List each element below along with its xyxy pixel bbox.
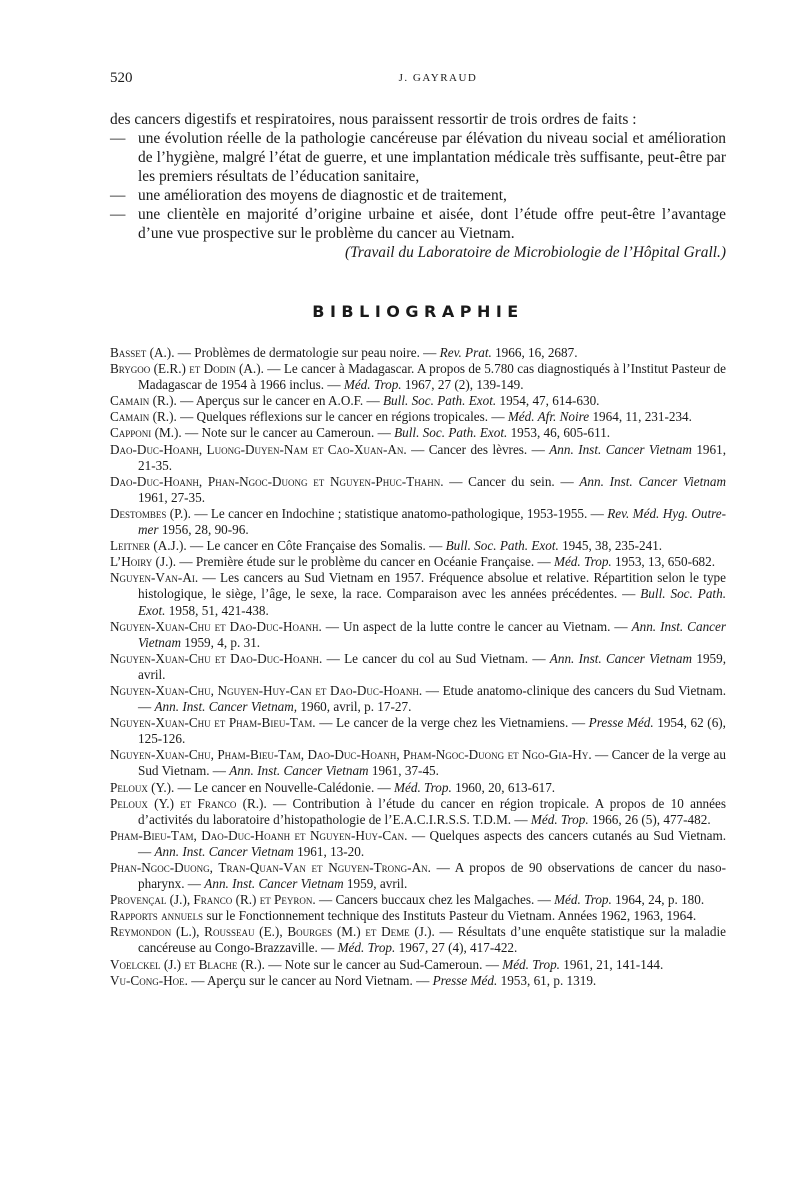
- reference-journal: Méd. Trop.: [554, 892, 612, 908]
- reference-text: — Contribution à l’étude du cancer en région tropicale. A propos de 10 années d’activités du laboratoire d’histopathologie de l’E.A.C.I.R.S.S. T.D.M. —: [138, 795, 726, 827]
- reference-authors: Peloux (Y.) et Franco (R.).: [110, 795, 267, 811]
- reference-journal: Méd. Trop.: [394, 779, 452, 795]
- reference-journal: Ann. Inst. Cancer Vietnam: [154, 843, 294, 859]
- reference-authors: Nguyen-Xuan-Chu et Dao-Duc-Hoanh.: [110, 618, 322, 634]
- reference-authors: Camain (R.).: [110, 393, 177, 409]
- laboratory-credit: (Travail du Laboratoire de Microbiologie de l’Hôpital Grall.): [344, 244, 726, 261]
- reference-details: 1966, 26 (5), 477-482.: [588, 811, 711, 827]
- reference-authors: Nguyen-Xuan-Chu et Dao-Duc-Hoanh.: [110, 650, 323, 666]
- reference-entry: [110, 747, 726, 779]
- page-number: 520: [110, 70, 133, 86]
- finding-item: — une évolution réelle de la pathologie cancéreuse par élévation du niveau social et amélioration de l’hygiène, malgré l’état de guerre, et une implantation médicale très suffisante, peut-être par les premiers résultats de l’éducation sanitaire,: [110, 130, 726, 185]
- reference-details: 1961, 21, 141-144.: [559, 956, 664, 972]
- reference-details: 1959, avril.: [343, 876, 408, 892]
- reference-authors: Reymondon (L.), Rousseau (E.), Bourges (M.) et Deme (J.).: [110, 924, 435, 940]
- reference-entry: [110, 780, 726, 796]
- reference-authors: Voelckel (J.) et Blache (R.).: [110, 956, 265, 972]
- reference-text: — Le cancer du col au Sud Vietnam. —: [322, 650, 550, 666]
- reference-entry: [110, 892, 726, 908]
- reference-details: 1960, avril, p. 17-27.: [297, 699, 412, 715]
- reference-details: 1958, 51, 421-438.: [165, 602, 269, 618]
- reference-details: 1956, 28, 90-96.: [158, 522, 249, 538]
- bibliography-list: [110, 345, 726, 989]
- reference-entry: [110, 619, 726, 651]
- reference-text: — Problèmes de dermatologie sur peau noire. —: [174, 345, 440, 360]
- dash-marker: —: [110, 130, 126, 147]
- running-head: J. GAYRAUD: [398, 72, 478, 84]
- reference-entry: [110, 570, 726, 618]
- reference-text: — Cancer des lèvres. —: [406, 441, 550, 457]
- reference-entry: [110, 908, 726, 924]
- reference-text: — Le cancer en Indochine ; statistique anatomo-pathologique, 1953-1955. —: [190, 505, 608, 521]
- reference-entry: [110, 361, 726, 393]
- reference-text: — Le cancer en Côte Française des Somalis. —: [186, 538, 446, 554]
- reference-entry: [110, 860, 726, 892]
- reference-authors: Basset (A.).: [110, 345, 175, 360]
- reference-details: 1967, 27 (2), 139-149.: [401, 377, 524, 393]
- reference-journal: Presse Méd.: [432, 972, 498, 988]
- reference-entry: [110, 796, 726, 828]
- reference-authors: Brygoo (E.R.) et Dodin (A.).: [110, 361, 264, 377]
- reference-text: — Aperçu sur le cancer au Nord Vietnam. —: [187, 972, 433, 988]
- reference-journal: Presse Méd.: [588, 715, 654, 731]
- reference-entry: [110, 538, 726, 554]
- reference-authors: Nguyen-Xuan-Chu et Pham-Bieu-Tam.: [110, 715, 316, 731]
- reference-journal: Rev. Méd. Hyg. Outre-mer: [138, 505, 726, 538]
- reference-entry: [110, 409, 726, 425]
- reference-text: — Aperçus sur le cancer en A.O.F. —: [176, 393, 383, 409]
- reference-entry: [110, 442, 726, 474]
- reference-text: — Note sur le cancer au Cameroun. —: [181, 425, 395, 441]
- reference-authors: Peloux (Y.).: [110, 779, 175, 795]
- body-text: [110, 110, 726, 262]
- reference-journal: Méd. Trop.: [343, 377, 402, 393]
- reference-details: 1953, 46, 605-611.: [507, 425, 611, 441]
- reference-entry: [110, 828, 726, 860]
- page-header: [110, 70, 726, 96]
- reference-authors: Capponi (M.).: [110, 425, 182, 441]
- reference-details: 1961, 37-45.: [368, 763, 439, 779]
- finding-item: — une clientèle en majorité d’origine urbaine et aisée, dont l’étude offre peut-être l’avantage d’une vue prospective sur le problème du cancer au Vietnam.: [110, 206, 726, 242]
- reference-details: 1945, 38, 235-241.: [558, 538, 663, 554]
- finding-item: — une amélioration des moyens de diagnostic et de traitement,: [110, 187, 507, 204]
- reference-journal: Méd. Afr. Noire: [507, 409, 590, 425]
- reference-journal: Rev. Prat.: [439, 345, 492, 360]
- reference-entry: [110, 651, 726, 683]
- bibliography-heading: BIBLIOGRAPHIE: [312, 302, 524, 321]
- reference-journal: Ann. Inst. Cancer Vietnam: [579, 473, 726, 489]
- reference-text: — Cancer de la verge au Sud Vietnam. —: [138, 747, 726, 779]
- reference-details: 1967, 27 (4), 417-422.: [395, 940, 518, 956]
- reference-details: 1964, 24, p. 180.: [611, 892, 705, 908]
- reference-text: — Les cancers au Sud Vietnam en 1957. Fréquence absolue et relative. Répartition selon le type histologique, le siège, l’âge, le sexe, la race. Comparaison avec les années précédentes. —: [138, 570, 726, 602]
- reference-text: — Etude anatomo-clinique des cancers du Sud Vietnam. —: [138, 682, 726, 715]
- reference-journal: Bull. Soc. Path. Exot.: [383, 393, 497, 409]
- reference-details: 1966, 16, 2687.: [491, 345, 578, 360]
- reference-details: 1959, 4, p. 31.: [180, 634, 261, 650]
- reference-journal: Méd. Trop.: [502, 956, 560, 972]
- reference-details: 1953, 61, p. 1319.: [497, 972, 597, 988]
- reference-text: — A propos de 90 observations de cancer du naso-pharynx. —: [138, 860, 727, 892]
- reference-authors: L’Hoiry (J.).: [110, 554, 177, 570]
- findings-list: [110, 129, 726, 243]
- reference-entry: [110, 973, 726, 989]
- reference-entry: [110, 345, 726, 361]
- reference-authors: Camain (R.).: [110, 409, 177, 425]
- reference-journal: Méd. Trop.: [553, 554, 612, 570]
- reference-authors: Nguyen-Van-Ai.: [110, 570, 199, 586]
- reference-text: — Cancer du sein. —: [443, 473, 580, 489]
- reference-journal: Ann. Inst. Cancer Vietnam: [138, 618, 726, 650]
- dash-marker: —: [110, 187, 126, 204]
- reference-journal: Méd. Trop.: [530, 811, 589, 827]
- reference-text: — Cancers buccaux chez les Malgaches. —: [315, 892, 555, 908]
- reference-details: 1954, 47, 614-630.: [496, 393, 600, 409]
- reference-journal: Ann. Inst. Cancer Vietnam: [229, 763, 369, 779]
- reference-text: — Le cancer de la verge chez les Vietnamiens. —: [315, 715, 589, 731]
- reference-entry: [110, 715, 726, 747]
- reference-details: 1961, 21-35.: [138, 441, 726, 473]
- reference-text: — Le cancer en Nouvelle-Calédonie. —: [174, 779, 395, 795]
- reference-journal: Bull. Soc. Path. Exot.: [394, 425, 508, 441]
- reference-details: 1964, 11, 231-234.: [589, 409, 692, 425]
- reference-entry: [110, 554, 726, 570]
- reference-journal: Bull. Soc. Path. Exot.: [138, 586, 726, 618]
- reference-details: 1960, 20, 613-617.: [451, 779, 556, 795]
- reference-journal: Méd. Trop.: [337, 940, 396, 956]
- reference-details: 1953, 13, 650-682.: [611, 554, 716, 570]
- reference-authors: Nguyen-Xuan-Chu, Nguyen-Huy-Can et Dao-Duc-Hoanh.: [110, 682, 423, 698]
- reference-text: — Le cancer à Madagascar. A propos de 5.780 cas diagnostiqués à l’Institut Pasteur de Madagascar de 1954 à 1966 inclus. —: [138, 361, 726, 393]
- reference-text: — Première étude sur le problème du cancer en Océanie Française. —: [176, 554, 554, 570]
- reference-journal: Ann. Inst. Cancer Vietnam: [204, 876, 344, 892]
- reference-authors: Vu-Cong-Hoe.: [110, 972, 188, 988]
- reference-authors: Leitner (A.J.).: [110, 538, 187, 554]
- reference-text: — Quelques réflexions sur le cancer en régions tropicales. —: [176, 409, 508, 425]
- reference-text: — Résultats d’une enquête statistique sur la maladie cancéreuse au Congo-Brazzaville. —: [138, 924, 727, 956]
- reference-authors: Provençal (J.), Franco (R.) et Peyron.: [110, 892, 316, 908]
- reference-authors: Rapports annuels: [110, 908, 204, 924]
- reference-text: sur le Fonctionnement technique des Instituts Pasteur du Vietnam. Années 1962, 1963, 1964.: [203, 908, 697, 924]
- intro-paragraph: des cancers digestifs et respiratoires, nous paraissent ressortir de trois ordres de faits :: [110, 111, 637, 128]
- reference-journal: Ann. Inst. Cancer Vietnam,: [154, 699, 298, 715]
- reference-journal: Ann. Inst. Cancer Vietnam: [549, 650, 693, 666]
- reference-entry: [110, 957, 726, 973]
- reference-text: — Note sur le cancer au Sud-Cameroun. —: [264, 956, 503, 972]
- reference-entry: [110, 393, 726, 409]
- reference-details: 1961, 13-20.: [293, 843, 365, 859]
- reference-entry: [110, 425, 726, 441]
- reference-text: — Quelques aspects des cancers cutanés au Sud Vietnam. —: [138, 827, 727, 859]
- reference-details: 1954, 62 (6), 125-126.: [138, 715, 726, 747]
- reference-authors: Dao-Duc-Hoanh, Luong-Duyen-Nam et Cao-Xuan-An.: [110, 441, 407, 457]
- reference-entry: [110, 474, 726, 506]
- reference-journal: Bull. Soc. Path. Exot.: [445, 538, 559, 554]
- reference-entry: [110, 924, 726, 956]
- reference-authors: Phan-Ngoc-Duong, Tran-Quan-Van et Nguyen-Trong-An.: [110, 860, 431, 875]
- reference-details: 1961, 27-35.: [138, 489, 206, 505]
- dash-marker: —: [110, 206, 126, 223]
- reference-text: — Un aspect de la lutte contre le cancer au Vietnam. —: [321, 618, 632, 634]
- reference-authors: Destombes (P.).: [110, 505, 191, 521]
- reference-details: 1959, avril.: [138, 650, 727, 682]
- reference-journal: Ann. Inst. Cancer Vietnam: [549, 441, 692, 457]
- reference-authors: Nguyen-Xuan-Chu, Pham-Bieu-Tam, Dao-Duc-Hoanh, Pham-Ngoc-Duong et Ngo-Gia-Hy.: [110, 747, 592, 763]
- reference-entry: [110, 683, 726, 715]
- reference-authors: Dao-Duc-Hoanh, Phan-Ngoc-Duong et Nguyen-Phuc-Thahn.: [110, 473, 444, 489]
- reference-entry: [110, 506, 726, 538]
- reference-authors: Pham-Bieu-Tam, Dao-Duc-Hoanh et Nguyen-Huy-Can.: [110, 827, 408, 843]
